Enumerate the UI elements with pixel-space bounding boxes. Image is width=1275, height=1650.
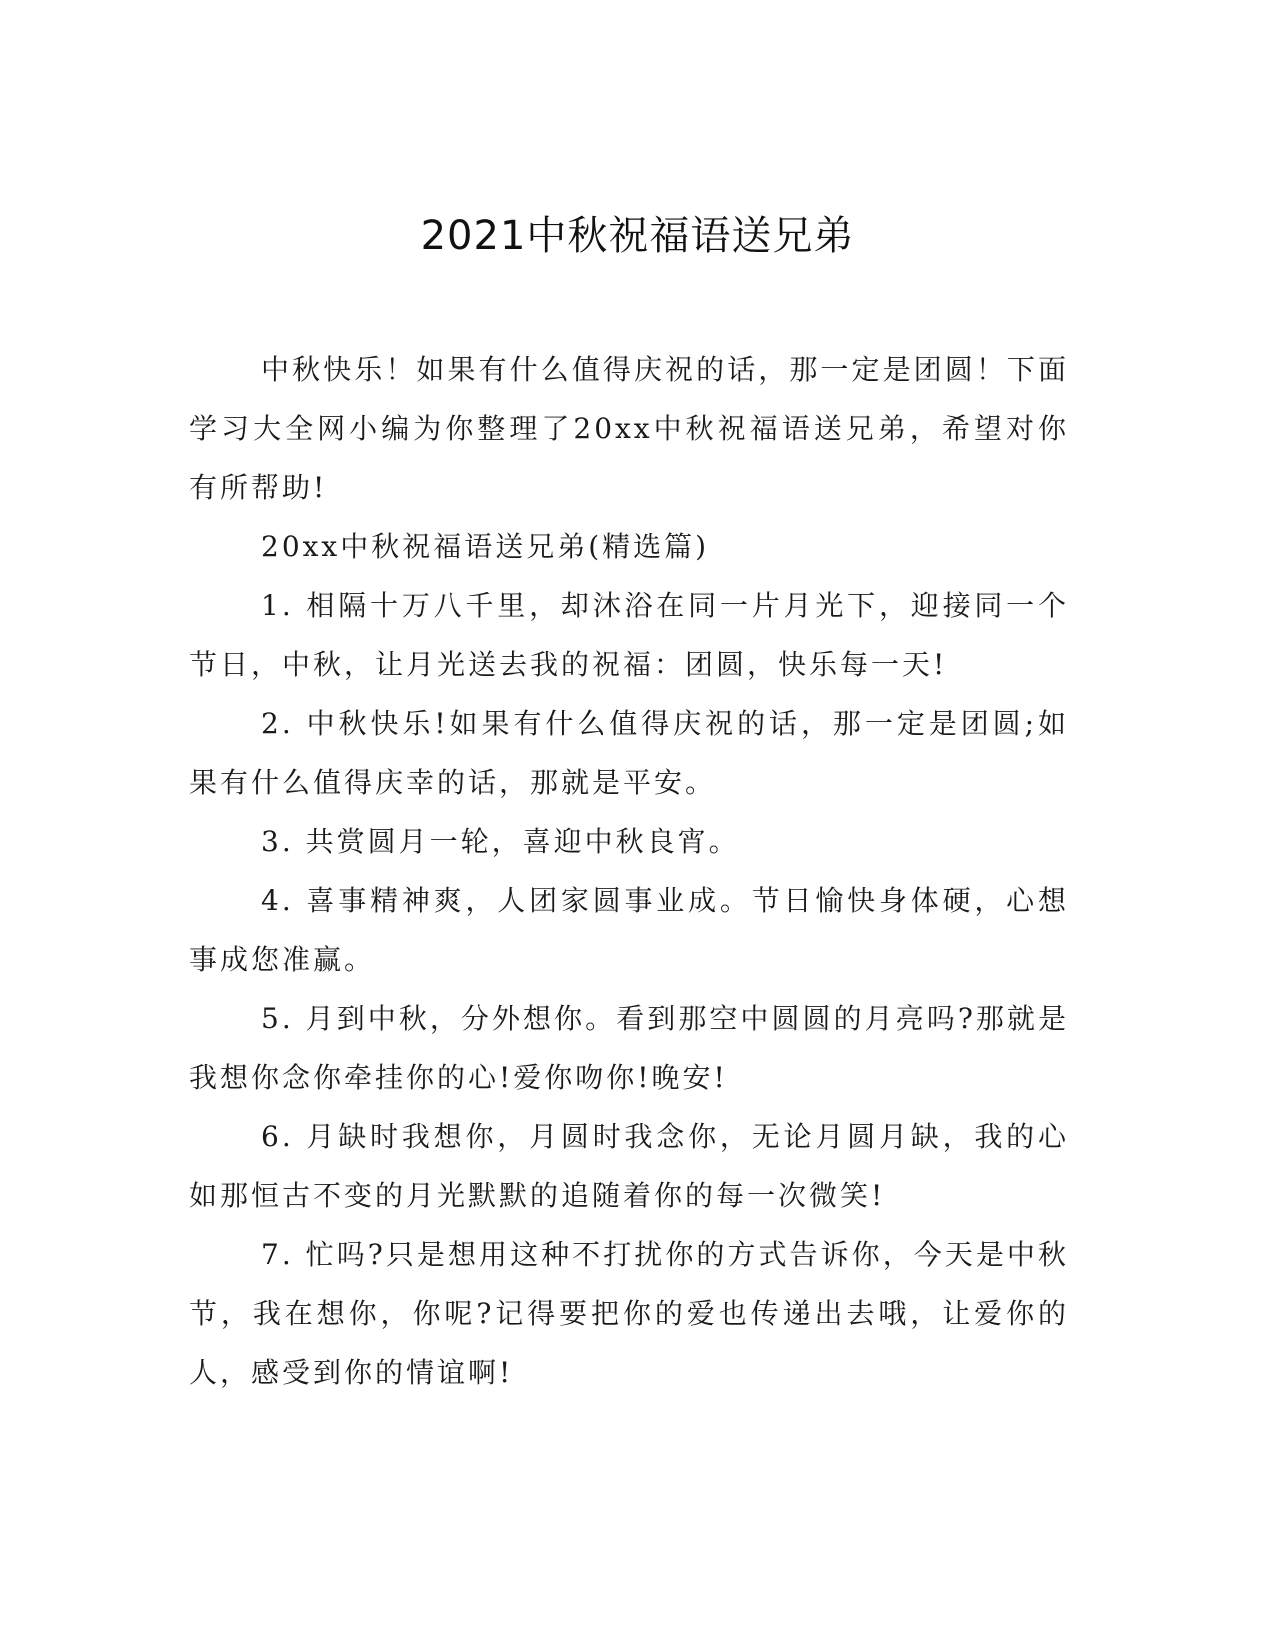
- greeting-item-6: 6. 月缺时我想你，月圆时我念你，无论月圆月缺，我的心如那恒古不变的月光默默的追随着你的每一次微笑!: [189, 1120, 1069, 1212]
- greeting-item-2: 2. 中秋快乐!如果有什么值得庆祝的话，那一定是团圆;如果有什么值得庆幸的话，那就是平安。: [189, 707, 1069, 799]
- document-body: [189, 340, 1069, 1402]
- greeting-item-3: 3. 共赏圆月一轮，喜迎中秋良宵。: [261, 825, 740, 858]
- greeting-item-5: 5. 月到中秋，分外想你。看到那空中圆圆的月亮吗?那就是我想你念你牵挂你的心!爱你吻你!晚安!: [189, 1002, 1069, 1094]
- document-title: 2021中秋祝福语送兄弟: [420, 213, 855, 259]
- greeting-item-7: 7. 忙吗?只是想用这种不打扰你的方式告诉你，今天是中秋节，我在想你，你呢?记得要把你的爱也传递出去哦，让爱你的人，感受到你的情谊啊!: [189, 1238, 1069, 1389]
- intro-paragraph: 中秋快乐！如果有什么值得庆祝的话，那一定是团圆！下面学习大全网小编为你整理了20xx中秋祝福语送兄弟，希望对你有所帮助!: [189, 353, 1069, 504]
- section-heading: 20xx中秋祝福语送兄弟(精选篇): [261, 530, 710, 563]
- greeting-item-4: 4. 喜事精神爽，人团家圆事业成。节日愉快身体硬，心想事成您准赢。: [189, 884, 1069, 976]
- greeting-item-1: 1. 相隔十万八千里，却沐浴在同一片月光下，迎接同一个节日，中秋，让月光送去我的祝福：团圆，快乐每一天!: [189, 589, 1069, 681]
